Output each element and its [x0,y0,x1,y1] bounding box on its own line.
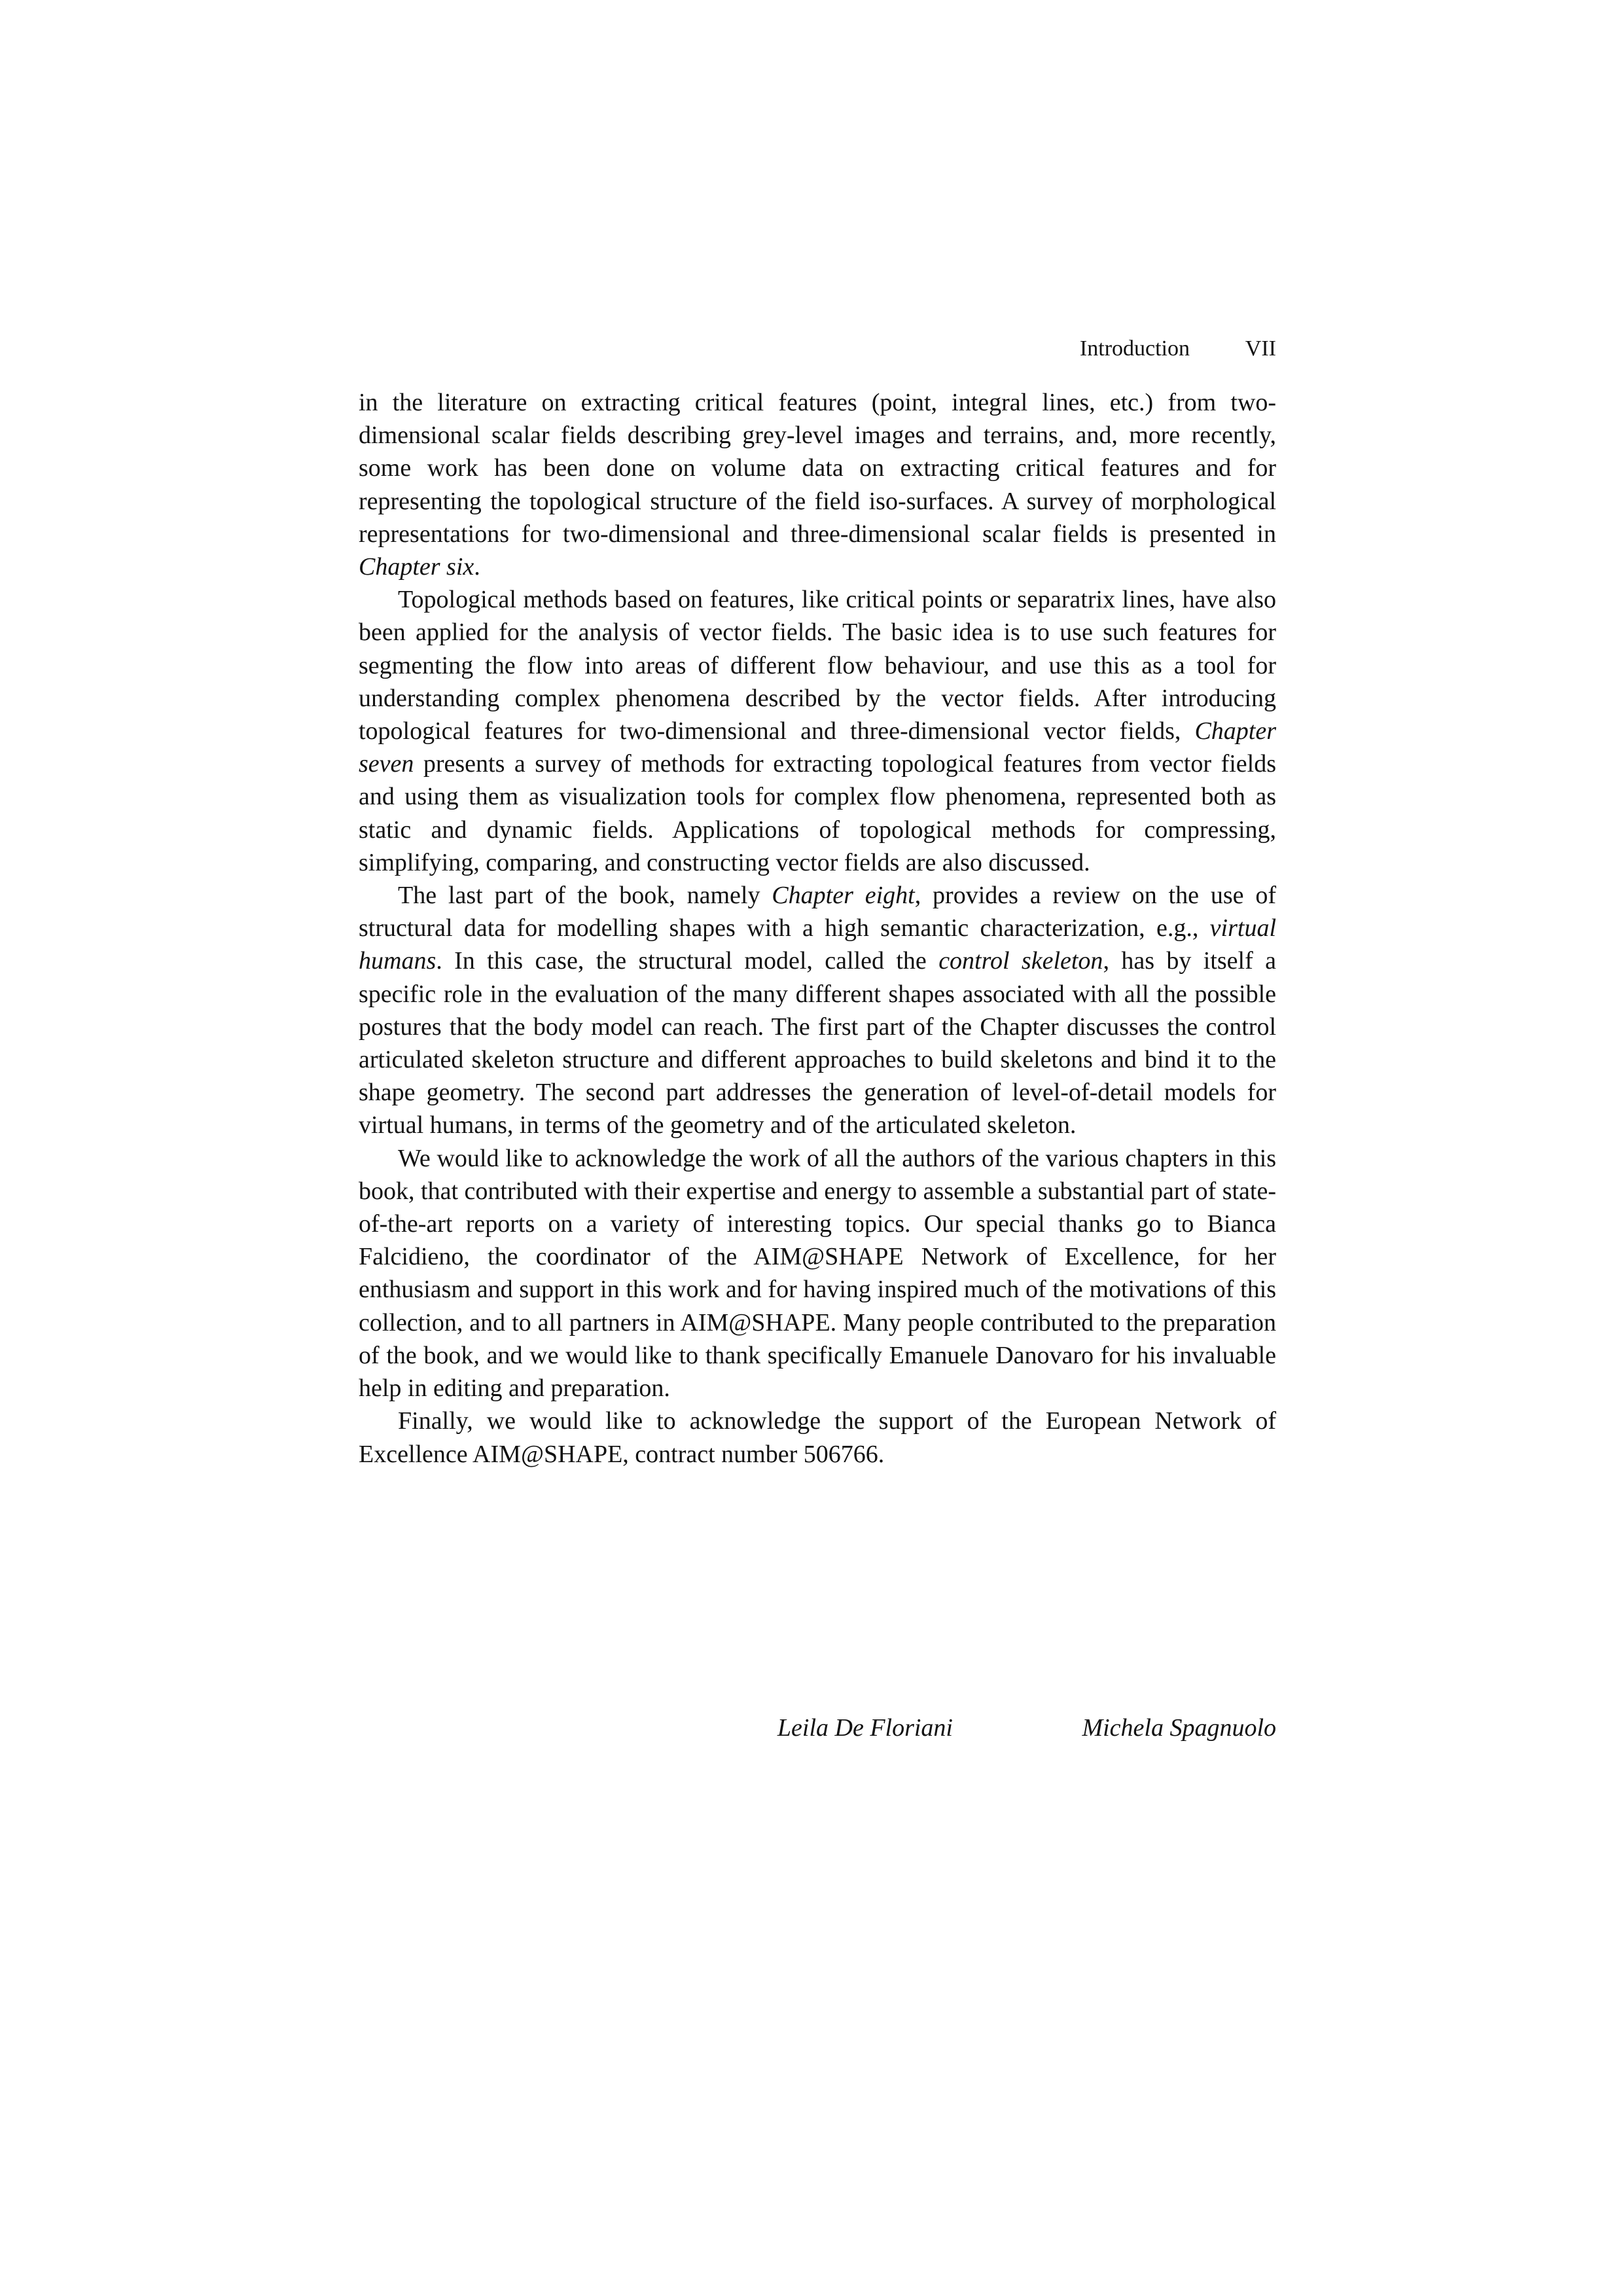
running-head-section-title: Introduction [1079,336,1190,361]
paragraph-1-text-a: in the literature on extracting critical features (point, integral lines, etc.) from two-dimensional scalar fields describing grey-level images and terrains, and, more recently, some work has been done on volume data on extracting critical features and for representing the topological structure of the field iso-surfaces. A survey of morphological representations for two-dimensional and three-dimensional scalar fields is presented in [359,389,1276,548]
paragraph-4-text: We would like to acknowledge the work of all the authors of the various chapters in this book, that contributed with their expertise and energy to assemble a substantial part of state-of-the-art reports on a variety of interesting topics. Our special thanks go to Bianca Falcidieno, the coordinator of the AIM@SHAPE Network of Excellence, for her enthusiasm and support in this work and for having inspired much of the motivations of this collection, and to all partners in AIM@SHAPE. Many people contributed to the preparation of the book, and we would like to thank specifically Emanuele Danovaro for his invaluable help in editing and preparation. [359,1144,1276,1403]
author-signature-1: Leila De Floriani [777,1714,953,1742]
paragraph-3-text-a: The last part of the book, namely [398,882,772,910]
control-skeleton-term: control skeleton [938,947,1103,975]
paragraph-1-text-b: . [474,553,480,581]
virtual-humans-term: virtual humans [359,914,1276,975]
paragraph-5 [359,1405,1276,1470]
paragraph-3-text-c: . In this case, the structural model, called the [436,947,939,975]
paragraph-2-text-a: Topological methods based on features, like critical points or separatrix lines, have also been applied for the analysis of vector fields. The basic idea is to use such features for segmenting the flow into areas of different flow behaviour, and use this as a tool for understanding complex phenomena described by the vector fields. After introducing topological features for two-dimensional and three-dimensional vector fields, [359,586,1276,745]
paragraph-3-text-d: , has by itself a specific role in the evaluation of the many different shapes associated with all the possible postures that the body model can reach. The first part of the Chapter discusses the control articulated skeleton structure and different approaches to build skeletons and bind it to the shape geometry. The second part addresses the generation of level-of-detail models for virtual humans, in terms of the geometry and of the articulated skeleton. [359,947,1276,1139]
paragraph-4 [359,1142,1276,1405]
paragraph-5-text: Finally, we would like to acknowledge the support of the European Network of Excellence AIM@SHAPE, contract number 506766. [359,1407,1276,1468]
running-head [359,332,1276,365]
paragraph-2 [359,583,1276,879]
body-text [359,386,1276,1471]
author-signature-2: Michela Spagnuolo [1082,1714,1276,1742]
paragraph-1 [359,386,1276,583]
chapter-six-reference: Chapter six [359,553,474,581]
paragraph-2-text-b: presents a survey of methods for extracting topological features from vector fields and using them as visualization tools for complex flow phenomena, represented both as static and dynamic fields. Applications of topological methods for compressing, simplifying, comparing, and constructing vector fields are also discussed. [359,750,1276,876]
paragraph-3-text-b: , provides a review on the use of structural data for modelling shapes with a high semantic characterization, e.g., [359,882,1276,942]
page-number: VII [1245,336,1276,361]
chapter-seven-reference: Chapter seven [359,717,1276,778]
chapter-eight-reference: Chapter eight [772,882,915,910]
signatures [359,1710,1276,1746]
paragraph-3 [359,879,1276,1142]
